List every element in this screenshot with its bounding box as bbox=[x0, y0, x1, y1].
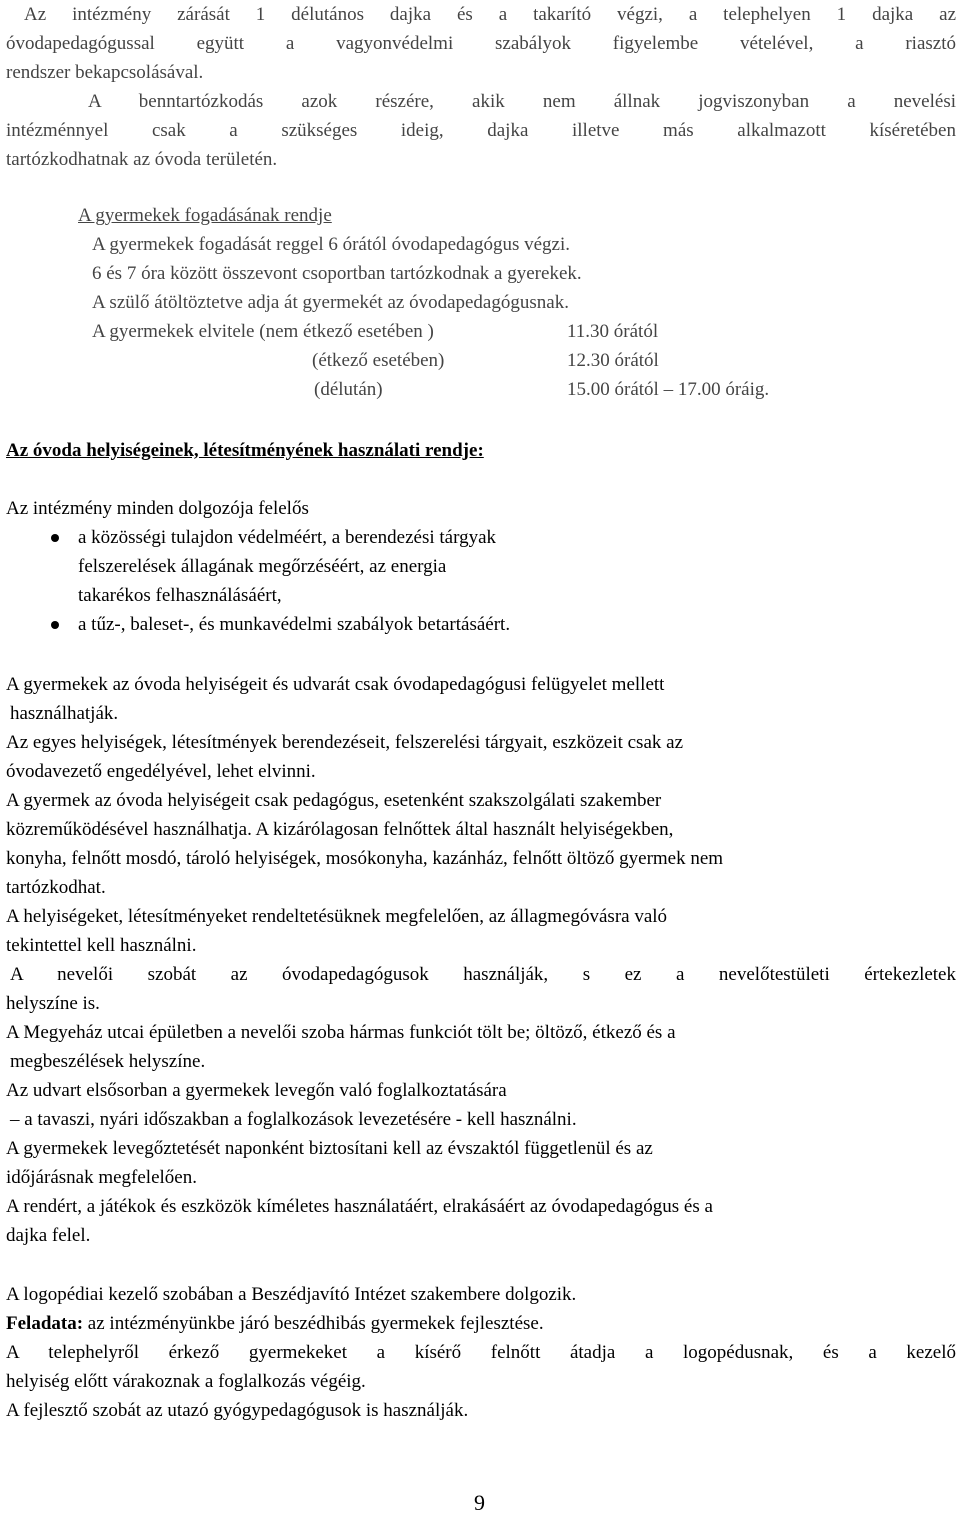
rule-12-line2: helyiség előtt várakoznak a foglalkozás végéig. bbox=[6, 1371, 366, 1392]
rule-3-line1: A gyermek az óvoda helyiségeit csak pedagógus, esetenként szakszolgálati szakember bbox=[6, 790, 662, 811]
rule-7-line2: – a tavaszi, nyári időszakban a foglalkozások levezetésére - kell használni. bbox=[10, 1109, 577, 1130]
p2-line3: tartózkodhatnak az óvoda területén. bbox=[6, 149, 278, 170]
task-label: Feladata: bbox=[6, 1313, 84, 1334]
rule-3-line2: közreműködésével használhatja. A kizárólagosan felnőttek által használt helyiségekben, bbox=[6, 819, 674, 840]
rule-4-line1: A helyiségeket, létesítményeket rendeltetésüknek megfelelően, az állagmegóvásra való bbox=[6, 906, 668, 927]
usage-intro: Az intézmény minden dolgozója felelős bbox=[6, 498, 309, 519]
rule-5-line1: A nevelői szobát az óvodapedagógusok használják, s ez a nevelőtestületi értekezletek bbox=[10, 964, 956, 985]
bullet-1-line1: a közösségi tulajdon védelméért, a berendezési tárgyak bbox=[78, 527, 497, 548]
usage-heading: Az óvoda helyiségeinek, létesítményének használati rendje: bbox=[6, 440, 484, 461]
rule-2-line2: óvodavezető engedélyével, lehet elvinni. bbox=[6, 761, 316, 782]
bullet-2-icon bbox=[51, 621, 59, 629]
rule-9-line1: A rendért, a játékok és eszközök kíméletes használatáért, elrakásáért az óvodapedagógus és a bbox=[6, 1196, 713, 1217]
rule-2-line1: Az egyes helyiségek, létesítmények berendezéseit, felszerelési tárgyait, eszközeit csak az bbox=[6, 732, 684, 753]
reception-line3: A szülő átöltöztetve adja át gyermekét az óvodapedagógusnak. bbox=[92, 292, 569, 313]
p2-line1: A benntartózkodás azok részére, akik nem állnak jogviszonyban a nevelési bbox=[88, 91, 956, 112]
pickup-time-3: 15.00 órától – 17.00 óráig. bbox=[567, 379, 770, 400]
p1-line2: óvodapedagógussal együtt a vagyonvédelmi szabályok figyelembe vételével, a riasztó bbox=[6, 33, 956, 54]
rule-11 bbox=[6, 1309, 544, 1338]
reception-heading: A gyermekek fogadásának rendje bbox=[78, 205, 332, 226]
rule-3-line4: tartózkodhat. bbox=[6, 877, 106, 898]
task-text: az intézményünkbe járó beszédhibás gyermekek fejlesztése. bbox=[83, 1313, 544, 1334]
rule-9-line2: dajka felel. bbox=[6, 1225, 91, 1246]
pickup-case-2: (étkező esetében) bbox=[312, 350, 445, 371]
pickup-label: A gyermekek elvitele (nem étkező esetében ) bbox=[92, 321, 434, 342]
bullet-1-line3: takarékos felhasználásáért, bbox=[78, 585, 282, 606]
bullet-1-icon bbox=[51, 534, 59, 542]
page-number: 9 bbox=[474, 1490, 485, 1515]
rule-3-line3: konyha, felnőtt mosdó, tároló helyiségek, mosókonyha, kazánház, felnőtt öltöző gyermek nem bbox=[6, 848, 724, 869]
rule-12-line1: A telephelyről érkező gyermekeket a kísérő felnőtt átadja a logopédusnak, és a kezelő bbox=[6, 1342, 956, 1363]
rule-13: A fejlesztő szobát az utazó gyógypedagógusok is használják. bbox=[6, 1400, 469, 1421]
reception-line2: 6 és 7 óra között összevont csoportban tartózkodnak a gyerekek. bbox=[92, 263, 582, 284]
p2-line2: intézménnyel csak a szükséges ideig, dajka illetve más alkalmazott kíséretében bbox=[6, 120, 956, 141]
rule-8-line2: időjárásnak megfelelően. bbox=[6, 1167, 197, 1188]
rule-4-line2: tekintettel kell használni. bbox=[6, 935, 197, 956]
rule-6-line1: A Megyeház utcai épületben a nevelői szoba hármas funkciót tölt be; öltöző, étkező és a bbox=[6, 1022, 676, 1043]
pickup-time-2: 12.30 órától bbox=[567, 350, 659, 371]
p1-line1: Az intézmény zárását 1 délutános dajka és a takarító végzi, a telephelyen 1 dajka az bbox=[24, 4, 956, 25]
reception-line1: A gyermekek fogadását reggel 6 órától óvodapedagógus végzi. bbox=[92, 234, 571, 255]
rule-1-line1: A gyermekek az óvoda helyiségeit és udvarát csak óvodapedagógusi felügyelet mellett bbox=[6, 674, 665, 695]
bullet-1-line2: felszerelések állagának megőrzéséért, az energia bbox=[78, 556, 447, 577]
rule-5-line2: helyszíne is. bbox=[6, 993, 100, 1014]
rule-7-line1: Az udvart elsősorban a gyermekek levegőn való foglalkoztatására bbox=[6, 1080, 507, 1101]
rule-10: A logopédiai kezelő szobában a Beszédjavító Intézet szakembere dolgozik. bbox=[6, 1284, 577, 1305]
pickup-time-1: 11.30 órától bbox=[567, 321, 659, 342]
pickup-case-3: (délután) bbox=[314, 379, 383, 400]
rule-8-line1: A gyermekek levegőztetését naponként biztosítani kell az évszaktól függetlenül és az bbox=[6, 1138, 653, 1159]
p1-line3: rendszer bekapcsolásával. bbox=[6, 62, 204, 83]
rule-1-line2: használhatják. bbox=[10, 703, 119, 724]
rule-6-line2: megbeszélések helyszíne. bbox=[10, 1051, 206, 1072]
bullet-2-line1: a tűz-, baleset-, és munkavédelmi szabályok betartásáért. bbox=[78, 614, 511, 635]
